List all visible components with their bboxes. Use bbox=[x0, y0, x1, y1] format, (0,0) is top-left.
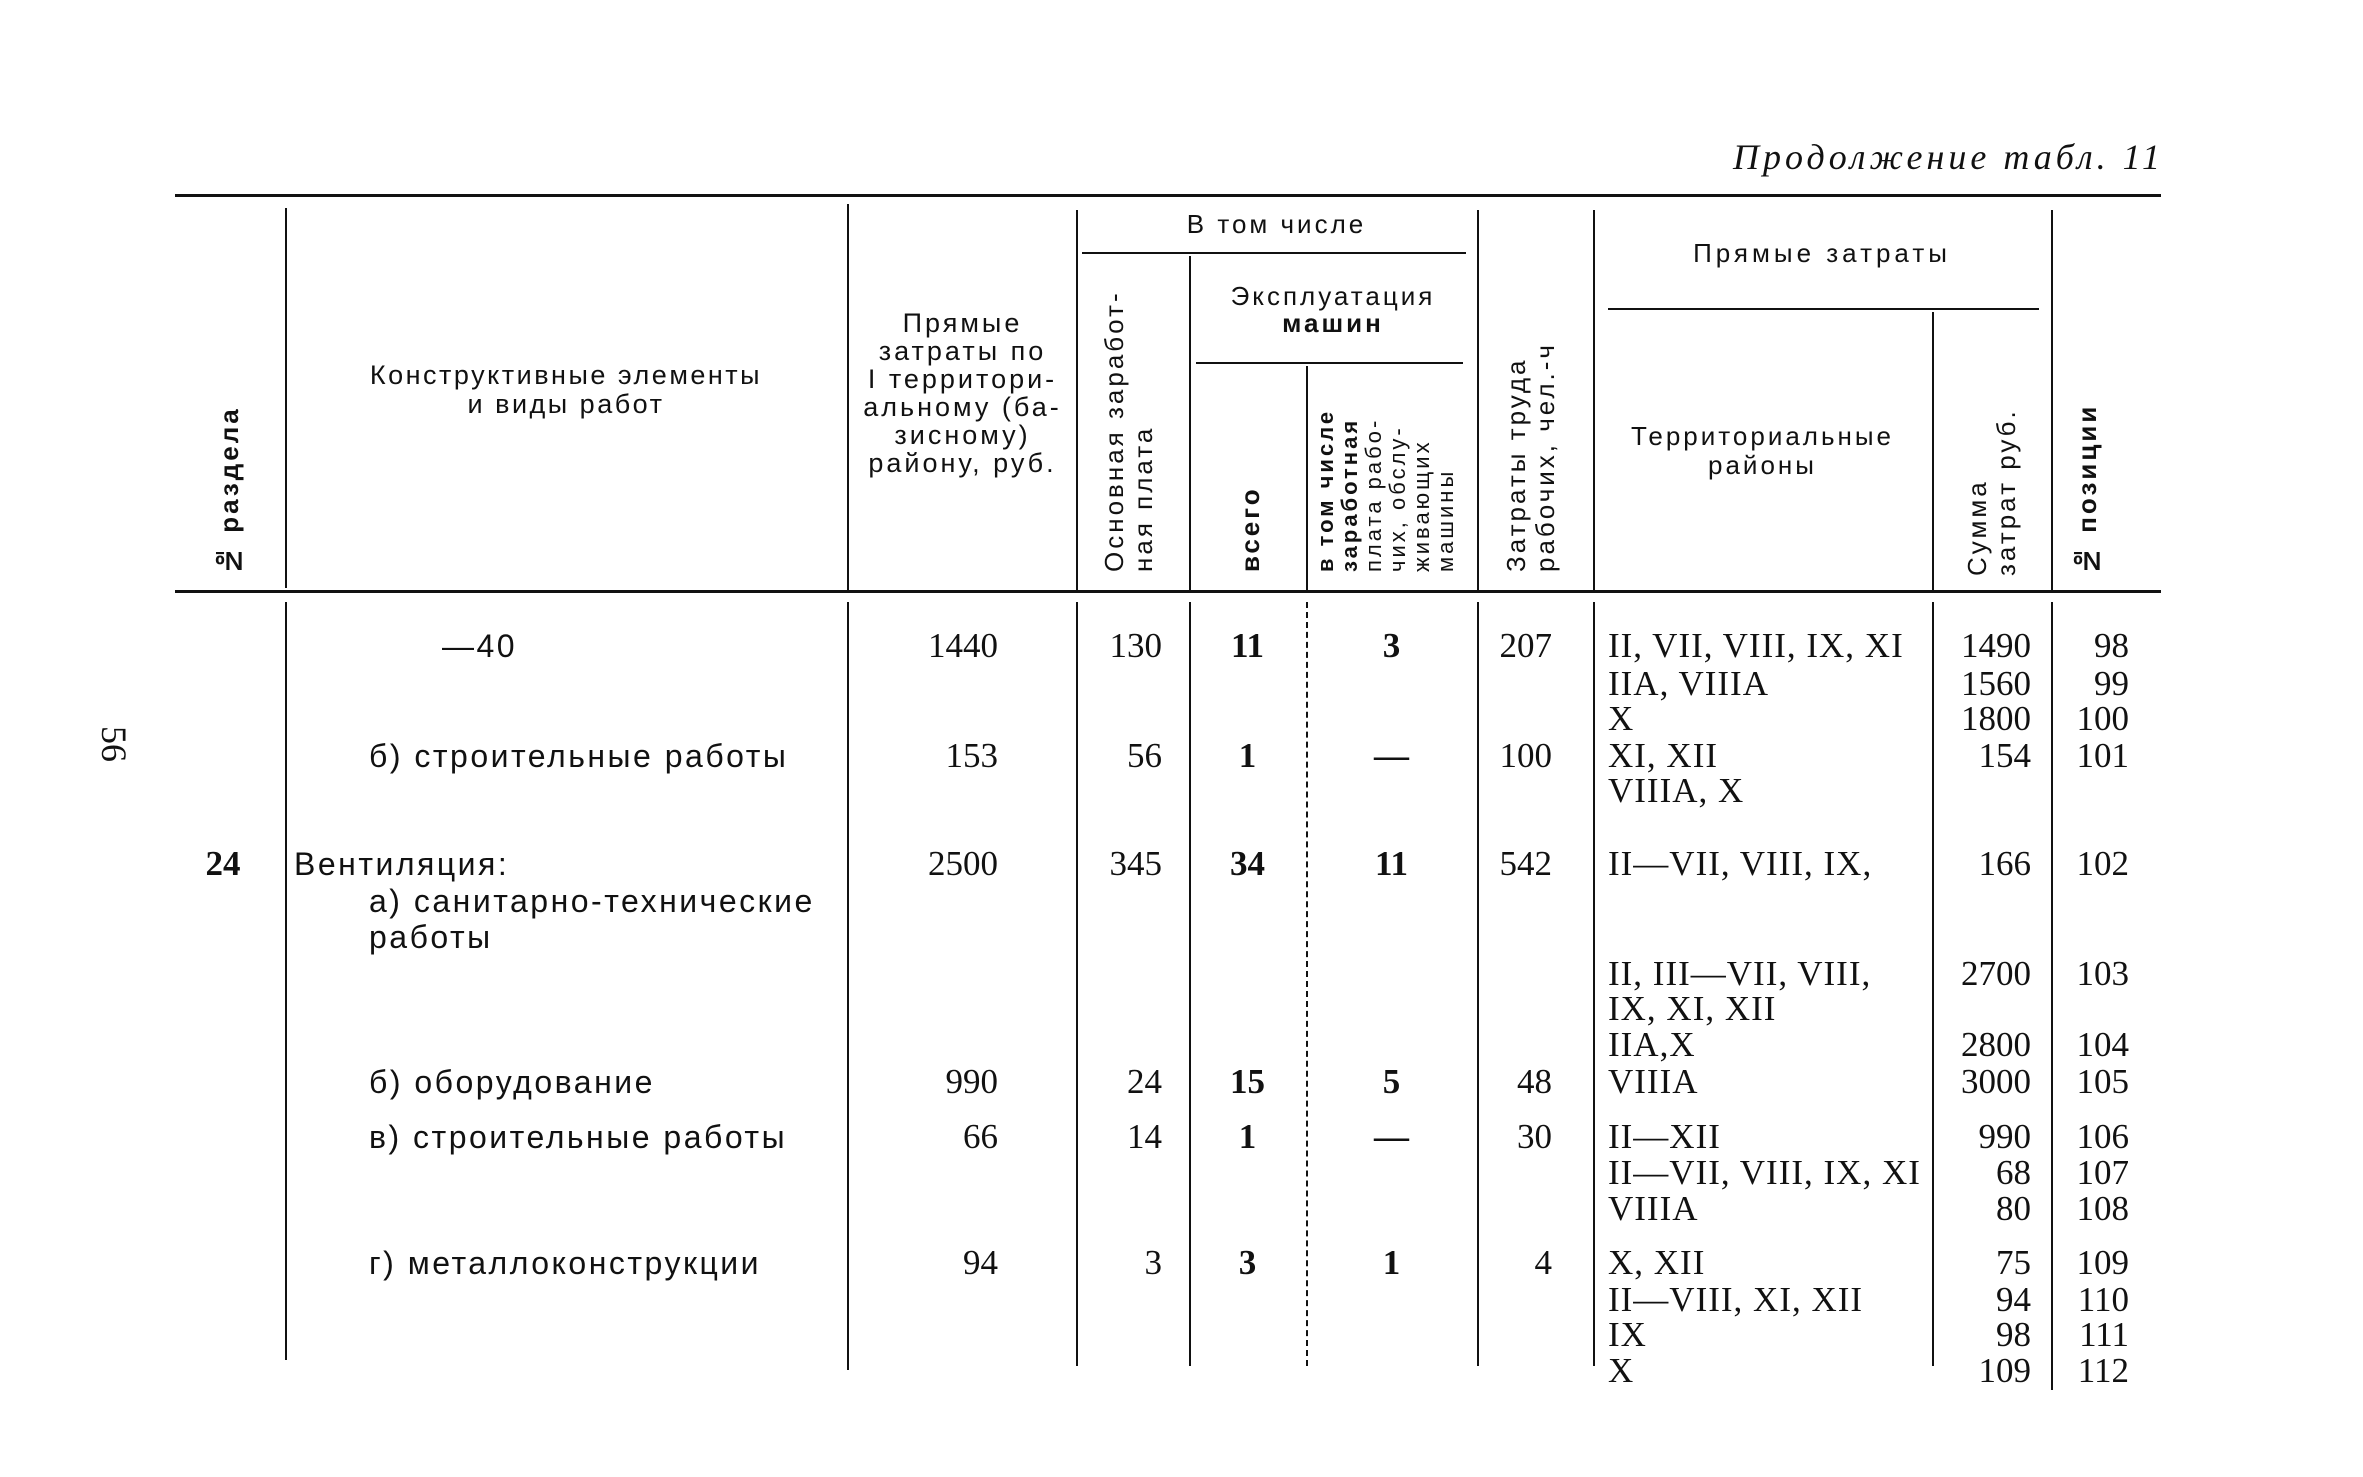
machines-wage-value: 3 bbox=[1382, 626, 1401, 665]
machines-total-value: 34 bbox=[1230, 844, 1265, 883]
position-number-value: 108 bbox=[2076, 1189, 2129, 1228]
direct-cost-value: 990 bbox=[945, 1062, 998, 1101]
territorial-regions-value: VIIIA bbox=[1608, 1189, 1699, 1228]
machines-wage-value: 5 bbox=[1382, 1062, 1401, 1101]
labor-cost-value: 4 bbox=[1534, 1243, 1552, 1282]
cost-sum-value: 1800 bbox=[1961, 699, 2031, 738]
work-item: б) строительные работы bbox=[369, 738, 789, 774]
table-line bbox=[0, 991, 2363, 1027]
table-line bbox=[0, 883, 2363, 919]
header-position-number-label: № позиции bbox=[2072, 403, 2102, 576]
cost-sum-value: 2800 bbox=[1961, 1025, 2031, 1064]
territorial-regions-value: II—VII, VIII, IX, XI bbox=[1608, 1153, 1921, 1192]
table-line bbox=[0, 666, 2363, 702]
work-item: б) оборудование bbox=[369, 1064, 655, 1100]
machines-total-value: 1 bbox=[1238, 1117, 1257, 1156]
territorial-regions-value: II, III—VII, VIII, bbox=[1608, 954, 1872, 993]
territorial-regions-value: II—VII, VIII, IX, bbox=[1608, 844, 1873, 883]
header-direct-cost-line: альному (ба- bbox=[863, 392, 1062, 422]
table-line bbox=[0, 919, 2363, 955]
base-wage-value: 345 bbox=[1109, 844, 1162, 883]
table-line bbox=[0, 1317, 2363, 1353]
position-number-value: 102 bbox=[2076, 844, 2129, 883]
header-direct-cost-line: Прямые bbox=[902, 308, 1023, 338]
header-machines-wage-line: заработная bbox=[1337, 417, 1362, 572]
position-number-value: 109 bbox=[2076, 1243, 2129, 1282]
cost-sum-value: 1560 bbox=[1961, 664, 2031, 703]
position-number-value: 104 bbox=[2076, 1025, 2129, 1064]
base-wage-value: 3 bbox=[1144, 1243, 1162, 1282]
cost-sum-value: 1490 bbox=[1961, 626, 2031, 665]
territorial-regions-value: VIIIA bbox=[1608, 1062, 1699, 1101]
table-line bbox=[0, 956, 2363, 992]
table-line bbox=[0, 846, 2363, 882]
header-elements-line: Конструктивные элементы bbox=[369, 360, 763, 390]
territorial-regions-value: X bbox=[1608, 1351, 1635, 1390]
table-line bbox=[0, 1191, 2363, 1227]
work-item: —40 bbox=[442, 628, 518, 664]
direct-cost-value: 153 bbox=[945, 736, 998, 775]
position-number-value: 112 bbox=[2077, 1351, 2129, 1390]
direct-cost-value: 2500 bbox=[928, 844, 998, 883]
header-regions-line: Территориальные bbox=[1630, 421, 1895, 451]
territorial-regions-value: II—VIII, XI, XII bbox=[1608, 1280, 1864, 1319]
position-number-value: 107 bbox=[2076, 1153, 2129, 1192]
territorial-regions-value: II—XII bbox=[1608, 1117, 1721, 1156]
cost-sum-value: 154 bbox=[1978, 736, 2031, 775]
cost-sum-value: 3000 bbox=[1961, 1062, 2031, 1101]
header-sum-line: затрат руб. bbox=[1991, 408, 2021, 576]
section-number: 24 bbox=[205, 844, 241, 883]
header-base-wage-line: ная плата bbox=[1128, 425, 1158, 572]
machines-total-value: 3 bbox=[1238, 1243, 1257, 1282]
cost-sum-value: 68 bbox=[1996, 1153, 2031, 1192]
position-number-value: 99 bbox=[2094, 664, 2129, 703]
machines-wage-value: 11 bbox=[1374, 844, 1409, 883]
work-item: в) строительные работы bbox=[369, 1119, 788, 1155]
header-machines-line: машин bbox=[1282, 308, 1384, 338]
table-line bbox=[0, 738, 2363, 774]
work-item: г) металлоконструкции bbox=[369, 1245, 762, 1281]
territorial-regions-value: VIIIA, X bbox=[1608, 771, 1745, 810]
position-number-value: 110 bbox=[2077, 1280, 2129, 1319]
header-machines-wage-line: в том числе bbox=[1313, 408, 1338, 572]
table-caption: Продолжение табл. 11 bbox=[1732, 137, 2164, 177]
cost-sum-value: 166 bbox=[1978, 844, 2031, 883]
header-regions-line: районы bbox=[1708, 450, 1817, 480]
table-line bbox=[0, 1245, 2363, 1281]
header-direct-cost-line: району, руб. bbox=[868, 448, 1057, 478]
position-number-value: 111 bbox=[2079, 1315, 2129, 1354]
header-labor-line: Затраты труда bbox=[1501, 357, 1531, 572]
position-number-value: 106 bbox=[2076, 1117, 2129, 1156]
header-machines-wage-line: плата рабо- bbox=[1361, 417, 1386, 572]
position-number-value: 100 bbox=[2076, 699, 2129, 738]
base-wage-value: 14 bbox=[1127, 1117, 1162, 1156]
direct-cost-value: 94 bbox=[963, 1243, 998, 1282]
base-wage-value: 130 bbox=[1109, 626, 1162, 665]
cost-sum-value: 94 bbox=[1996, 1280, 2031, 1319]
table-line bbox=[0, 773, 2363, 809]
header-machines-wage-line: чих, обслу- bbox=[1385, 425, 1410, 572]
work-item: работы bbox=[369, 919, 493, 955]
cost-sum-value: 80 bbox=[1996, 1189, 2031, 1228]
territorial-regions-value: XI, XII bbox=[1608, 736, 1719, 775]
machines-wage-value: — bbox=[1374, 736, 1409, 775]
territorial-regions-value: X, XII bbox=[1608, 1243, 1706, 1282]
labor-cost-value: 100 bbox=[1499, 736, 1552, 775]
base-wage-value: 24 bbox=[1127, 1062, 1162, 1101]
header-machines-wage-line: машины bbox=[1433, 468, 1458, 572]
territorial-regions-value: IIA,X bbox=[1608, 1025, 1696, 1064]
territorial-regions-value: IX bbox=[1608, 1315, 1647, 1354]
territorial-regions-value: IX, XI, XII bbox=[1608, 989, 1777, 1028]
territorial-regions-value: X bbox=[1608, 699, 1635, 738]
position-number-value: 101 bbox=[2076, 736, 2129, 775]
labor-cost-value: 30 bbox=[1517, 1117, 1552, 1156]
direct-cost-value: 1440 bbox=[928, 626, 998, 665]
header-machines-line: Эксплуатация bbox=[1230, 281, 1436, 311]
work-item: Вентиляция: bbox=[294, 846, 510, 882]
header-direct-cost-line: I территори- bbox=[867, 364, 1058, 394]
header-machines-total-label: всего bbox=[1235, 486, 1265, 572]
territorial-regions-value: II, VII, VIII, IX, XI bbox=[1608, 626, 1904, 665]
header-elements-line: и виды работ bbox=[467, 389, 665, 419]
cost-sum-value: 2700 bbox=[1961, 954, 2031, 993]
table-line bbox=[0, 1282, 2363, 1318]
page-number: 56 bbox=[94, 726, 134, 762]
direct-cost-value: 66 bbox=[963, 1117, 998, 1156]
header-sum-line: Сумма bbox=[1962, 479, 1992, 576]
table-line bbox=[0, 701, 2363, 737]
table-line bbox=[0, 1119, 2363, 1155]
table-line bbox=[0, 1155, 2363, 1191]
cost-sum-value: 990 bbox=[1978, 1117, 2031, 1156]
labor-cost-value: 542 bbox=[1499, 844, 1552, 883]
labor-cost-value: 48 bbox=[1517, 1062, 1552, 1101]
cost-sum-value: 98 bbox=[1996, 1315, 2031, 1354]
header-base-wage-line: Основная заработ- bbox=[1099, 290, 1129, 572]
header-direct-cost-line: зисному) bbox=[894, 420, 1031, 450]
header-including-label: В том числе bbox=[1186, 209, 1367, 239]
position-number-value: 98 bbox=[2094, 626, 2129, 665]
table-line bbox=[0, 628, 2363, 664]
header-direct-cost-line: затраты по bbox=[878, 336, 1047, 366]
machines-total-value: 15 bbox=[1230, 1062, 1265, 1101]
position-number-value: 105 bbox=[2076, 1062, 2129, 1101]
header-machines-wage-line: живающих bbox=[1409, 439, 1434, 572]
machines-total-value: 11 bbox=[1230, 626, 1265, 665]
cost-sum-value: 109 bbox=[1978, 1351, 2031, 1390]
territorial-regions-value: IIA, VIIIA bbox=[1608, 664, 1769, 703]
machines-total-value: 1 bbox=[1238, 736, 1257, 775]
table-line bbox=[0, 1353, 2363, 1389]
header-section-number-label: № раздела bbox=[214, 406, 244, 576]
table-line bbox=[0, 1064, 2363, 1100]
header-direct-costs-group-label: Прямые затраты bbox=[1693, 238, 1951, 268]
header-labor-line: рабочих, чел.-ч bbox=[1530, 342, 1560, 572]
table-line bbox=[0, 1027, 2363, 1063]
machines-wage-value: 1 bbox=[1382, 1243, 1401, 1282]
labor-cost-value: 207 bbox=[1499, 626, 1552, 665]
position-number-value: 103 bbox=[2076, 954, 2129, 993]
cost-sum-value: 75 bbox=[1996, 1243, 2031, 1282]
work-item: а) санитарно-технические bbox=[369, 883, 815, 919]
machines-wage-value: — bbox=[1374, 1117, 1409, 1156]
base-wage-value: 56 bbox=[1127, 736, 1162, 775]
